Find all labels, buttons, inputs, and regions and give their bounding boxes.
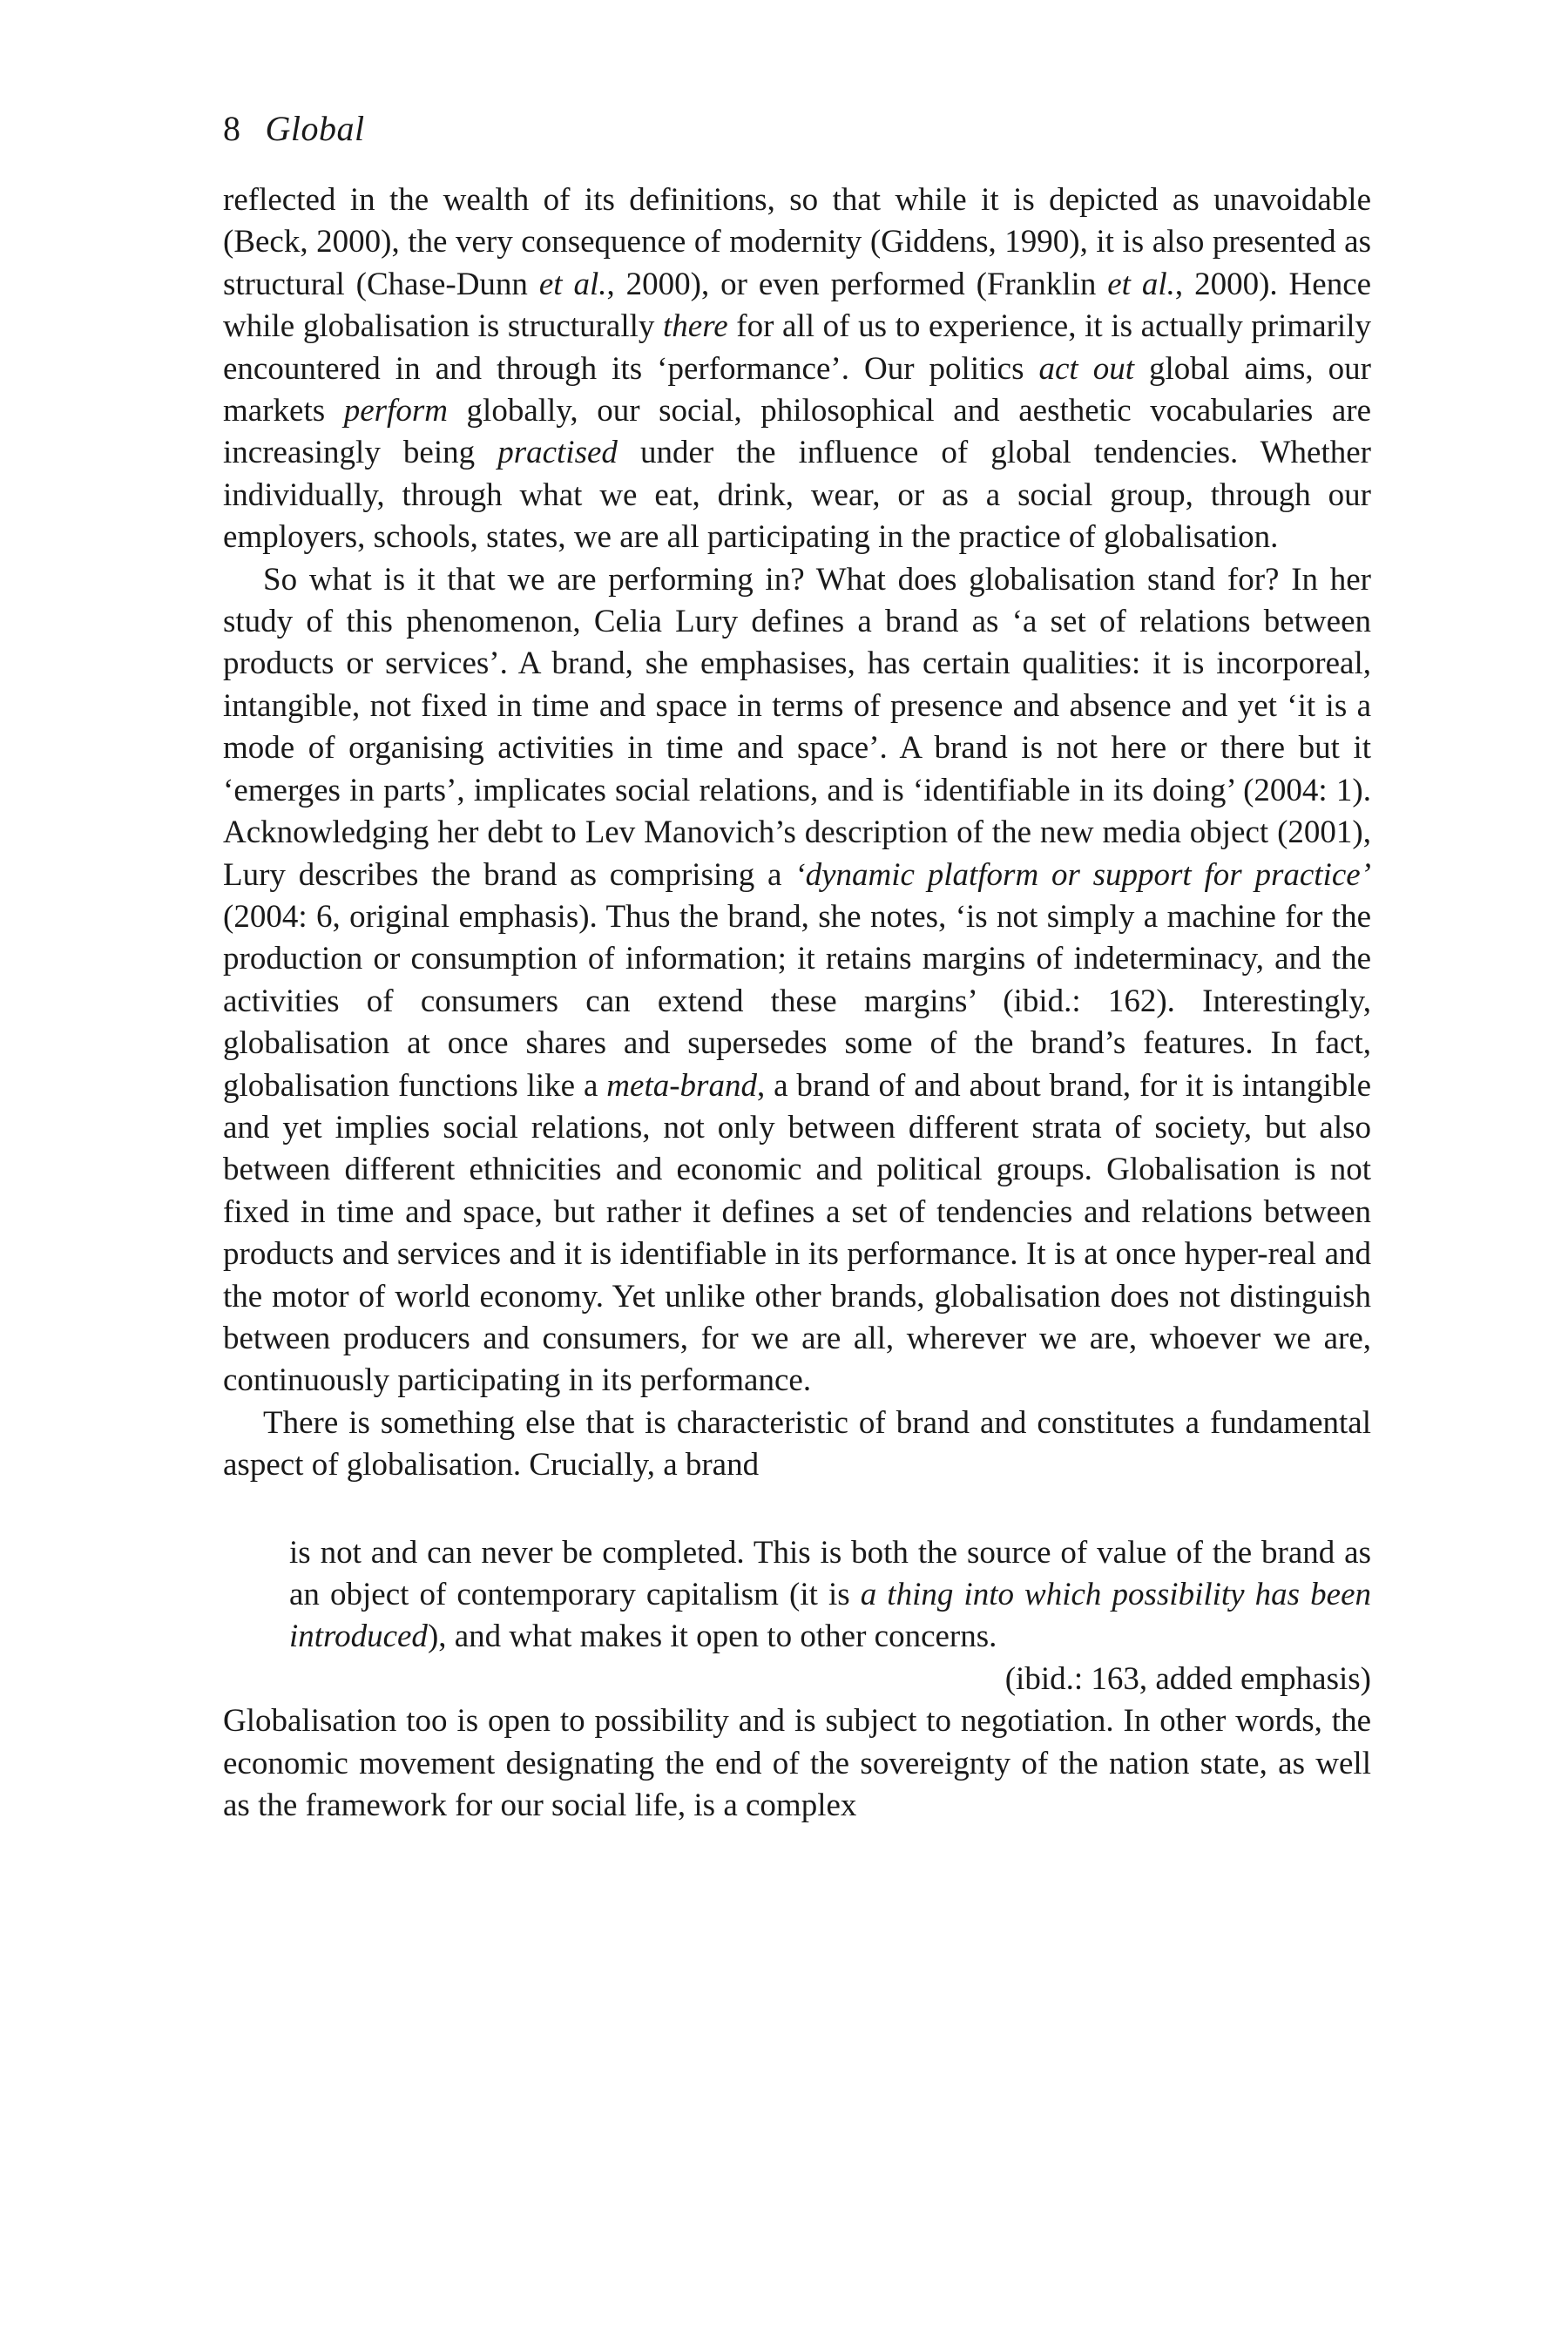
text-run: So what is it that we are performing in? What does globalisation stand for? In her study of this phenomenon, Celia Lury defines a brand as ‘a set of relations between products or services’. A brand, she emphasises, has certain qualities: it is incorporeal, intangible, not fixed in time and space in terms of presence and absence and yet ‘it is a mode of organising activities in time and space’. A brand is not here or there but it ‘emerges in parts’, implicates social relations, and is ‘identifiable in its doing’ (2004: 1). Acknowledging her debt to Lev Manovich’s description of the new media object (2001), Lury describes the brand as comprising a: [223, 561, 1371, 893]
block-quote-citation: (ibid.: 163, added emphasis): [1004, 1660, 1371, 1697]
text-run: globally, our social, philosophical and aesthetic vocabularies are increasingly being: [223, 393, 1371, 471]
paragraph-2: [223, 559, 1371, 1402]
italic-run: a thing into which possibility has been introduced: [289, 1577, 1371, 1655]
paragraph-1: [223, 179, 1371, 559]
block-quote-text: [289, 1532, 1371, 1659]
running-head: [223, 109, 1371, 148]
text-run: , 2000), or even performed (Franklin: [606, 266, 1108, 302]
italic-run: ‘dynamic platform or support for practice’: [794, 856, 1371, 893]
block-quote: [289, 1532, 1371, 1701]
text-run: , a brand of and about brand, for it is intangible and yet implies social relations, not only between different strata of society, but also between different ethnicities and economic and political groups. Globalisation is not fixed in time and space, but rather it defines a set of tendencies and relations between products and services and it is identifiable in its performance. It is at once hyper-real and the motor of world economy. Yet unlike other brands, globalisation does not distinguish between producers and consumers, for we are all, wherever we are, whoever we are, continuously participating in its performance.: [223, 1067, 1372, 1399]
text-run: global aims, our markets: [223, 350, 1371, 429]
text-run: , 2000). Hence while globalisation is structurally: [223, 266, 1372, 345]
paragraph-3: There is something else that is characteristic of brand and constitutes a fundamental aspect of globalisation. Crucially, a brand: [223, 1404, 1371, 1484]
paragraph-4: Globalisation too is open to possibility and is subject to negotiation. In other words, the economic movement designating the end of the sovereignty of the nation state, as well as the framework for our social life, is a complex: [223, 1703, 1371, 1824]
text-run: under the influence of global tendencies. Whether individually, through what we eat, drink, wear, or as a social group, through our employers, schools, states, we are all participating in the practice of globalisation.: [223, 435, 1371, 556]
book-page: [223, 109, 1372, 1827]
text-run: reflected in the wealth of its definitions, so that while it is depicted as unavoidable (Beck, 2000), the very consequence of modernity (Giddens, 1990), it is also presented as structural (Chase-Dunn: [223, 182, 1371, 302]
italic-run: meta-brand: [606, 1067, 757, 1104]
italic-run: there: [663, 308, 728, 345]
italic-run: et al.: [1107, 266, 1175, 302]
italic-run: act out: [1038, 350, 1134, 387]
page-number: 8: [223, 109, 241, 148]
text-run: for all of us to experience, it is actually primarily encountered in and through its ‘performance’. Our politics: [223, 308, 1371, 387]
italic-run: et al.: [538, 266, 607, 302]
italic-run: practised: [497, 435, 618, 471]
running-title: Global: [265, 109, 365, 148]
text-run: (2004: 6, original emphasis). Thus the brand, she notes, ‘is not simply a machine for the production or consumption of information; it retains margins of indeterminacy, and the activities of consumers can extend these margins’ (ibid.: 162). Interestingly, globalisation at once shares and supersedes some of the brand’s features. In fact, globalisation functions like a: [223, 898, 1371, 1104]
italic-run: perform: [343, 393, 448, 429]
text-run: ), and what makes it open to other concerns.: [427, 1619, 997, 1655]
text-run: is not and can never be completed. This is both the source of value of the brand as an object of contemporary capitalism (it is: [289, 1534, 1371, 1612]
